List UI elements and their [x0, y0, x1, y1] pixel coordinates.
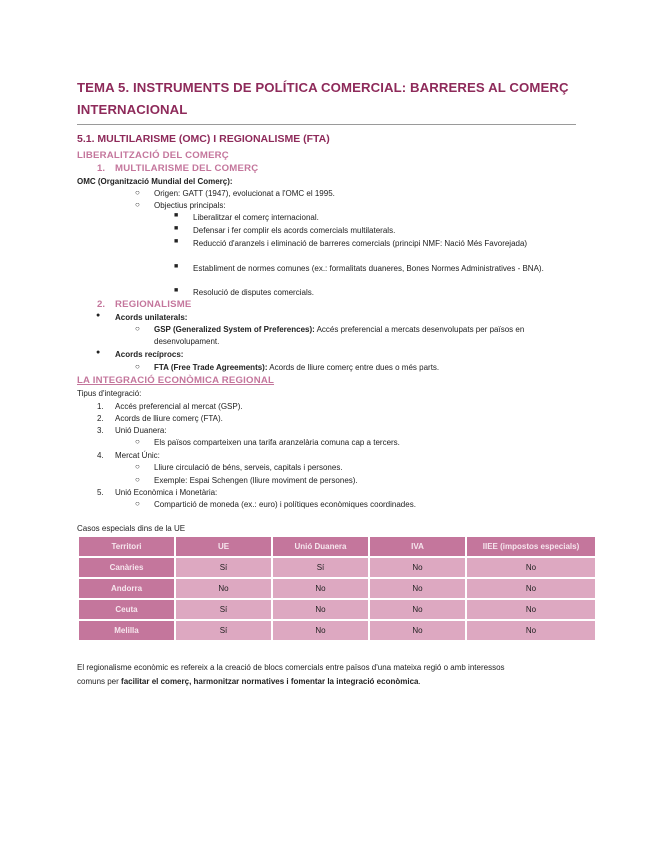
table-cell: Sí [176, 600, 271, 619]
list-number: 1. [97, 402, 104, 411]
integration-item: Unió Econòmica i Monetària: [115, 488, 218, 497]
row-header: Ceuta [79, 600, 174, 619]
page-title: TEMA 5. INSTRUMENTS DE POLÍTICA COMERCIAL: BARRERES AL COMERÇ INTERNACIONAL [77, 80, 569, 117]
closing-prefix: comuns per [77, 677, 122, 686]
row-header: Melilla [79, 621, 174, 640]
column-header: Territori [79, 537, 174, 556]
column-header: IVA [370, 537, 465, 556]
square-bullet-icon: ■ [174, 212, 179, 219]
square-bullet-icon: ■ [174, 238, 179, 245]
title-divider [77, 124, 576, 125]
table-caption: Casos especials dins de la UE [77, 524, 186, 533]
table-cell: Sí [176, 558, 271, 577]
integration-heading: LA INTEGRACIÓ ECONÒMICA REGIONAL [77, 375, 275, 386]
gsp-item [154, 324, 579, 348]
integration-subitem: Exemple: Espai Schengen (lliure moviment de persones). [154, 476, 358, 485]
table-cell: No [273, 600, 368, 619]
list-number: 4. [97, 451, 104, 460]
square-bullet-icon: ■ [174, 287, 179, 294]
section-heading: 5.1. MULTILARISME (OMC) I REGIONALISME (FTA) [77, 133, 330, 145]
table-row [79, 621, 595, 640]
integration-item: Unió Duanera: [115, 426, 167, 435]
unilateral-label: Acords unilaterals: [115, 313, 188, 322]
fta-item [154, 362, 439, 374]
special-cases-table [77, 535, 597, 642]
table-cell: Sí [176, 621, 271, 640]
table-cell: No [370, 558, 465, 577]
column-header: UE [176, 537, 271, 556]
objectives-label: Objectius principals: [154, 201, 226, 210]
integration-subitem: Compartició de moneda (ex.: euro) i polítiques econòmiques coordinades. [154, 500, 416, 509]
table-row [79, 558, 595, 577]
circle-bullet-icon: ○ [135, 475, 140, 484]
table-cell: No [370, 621, 465, 640]
integration-subitem: Lliure circulació de béns, serveis, capitals i persones. [154, 463, 343, 472]
column-header: IIEE (impostos especials) [467, 537, 595, 556]
table-header-row [79, 537, 595, 556]
gsp-term: GSP (Generalized System of Preferences): [154, 325, 315, 334]
list-number: 3. [97, 426, 104, 435]
closing-paragraph-line [77, 676, 421, 688]
circle-bullet-icon: ○ [135, 188, 140, 197]
circle-bullet-icon: ○ [135, 362, 140, 371]
integration-types-label: Tipus d'integració: [77, 389, 142, 398]
bullet-icon: ● [96, 312, 101, 319]
fta-description: Acords de lliure comerç entre dues o més parts. [267, 363, 440, 372]
integration-subitem: Els països comparteixen una tarifa aranzelària comuna cap a tercers. [154, 438, 400, 447]
closing-emphasis: facilitar el comerç, harmonitzar normatives i fomentar la integració econòmica [121, 677, 419, 686]
subsection-heading: LIBERALITZACIÓ DEL COMERÇ [77, 150, 229, 161]
table-row [79, 600, 595, 619]
column-header: Unió Duanera [273, 537, 368, 556]
table-cell: No [467, 579, 595, 598]
reciprocal-label: Acords recíprocs: [115, 350, 184, 359]
objective-item: Establiment de normes comunes (ex.: formalitats duaneres, Bones Normes Administratives - BNA). [193, 264, 544, 273]
circle-bullet-icon: ○ [135, 324, 140, 333]
fta-term: FTA (Free Trade Agreements): [154, 363, 268, 372]
circle-bullet-icon: ○ [135, 437, 140, 446]
table-cell: No [370, 600, 465, 619]
closing-paragraph-line: El regionalisme econòmic es refereix a la creació de blocs comercials entre països d'una mateixa regió o amb interessos [77, 663, 505, 672]
objective-item: Defensar i fer complir els acords comercials multilaterals. [193, 226, 396, 235]
table-cell: No [370, 579, 465, 598]
integration-item: Mercat Únic: [115, 451, 160, 460]
multilarisme-heading: MULTILARISME DEL COMERÇ [115, 163, 259, 174]
closing-suffix: . [418, 677, 421, 686]
gsp-description: Accés preferencial a mercats desenvolupats per països en desenvolupament. [154, 325, 525, 346]
omc-origin: Origen: GATT (1947), evolucionat a l'OMC el 1995. [154, 189, 335, 198]
table-cell: No [467, 621, 595, 640]
circle-bullet-icon: ○ [135, 200, 140, 209]
table-cell: Sí [273, 558, 368, 577]
circle-bullet-icon: ○ [135, 462, 140, 471]
integration-item: Acords de lliure comerç (FTA). [115, 414, 223, 423]
omc-label: OMC (Organització Mundial del Comerç): [77, 177, 233, 186]
square-bullet-icon: ■ [174, 225, 179, 232]
row-header: Andorra [79, 579, 174, 598]
table-cell: No [273, 621, 368, 640]
table-cell: No [467, 558, 595, 577]
objective-item: Liberalitzar el comerç internacional. [193, 213, 319, 222]
list-number: 1. [97, 163, 106, 174]
row-header: Canàries [79, 558, 174, 577]
integration-item: Accés preferencial al mercat (GSP). [115, 402, 243, 411]
table-cell: No [467, 600, 595, 619]
list-number: 5. [97, 488, 104, 497]
table-cell: No [273, 579, 368, 598]
objective-item: Resolució de disputes comercials. [193, 288, 314, 297]
table-row [79, 579, 595, 598]
objective-item: Reducció d'aranzels i eliminació de barreres comercials (principi NMF: Nació Més Favorejada) [193, 239, 528, 248]
circle-bullet-icon: ○ [135, 499, 140, 508]
regionalisme-heading: REGIONALISME [115, 299, 192, 310]
table-cell: No [176, 579, 271, 598]
list-number: 2. [97, 414, 104, 423]
list-number: 2. [97, 299, 106, 310]
bullet-icon: ● [96, 349, 101, 356]
square-bullet-icon: ■ [174, 263, 179, 270]
